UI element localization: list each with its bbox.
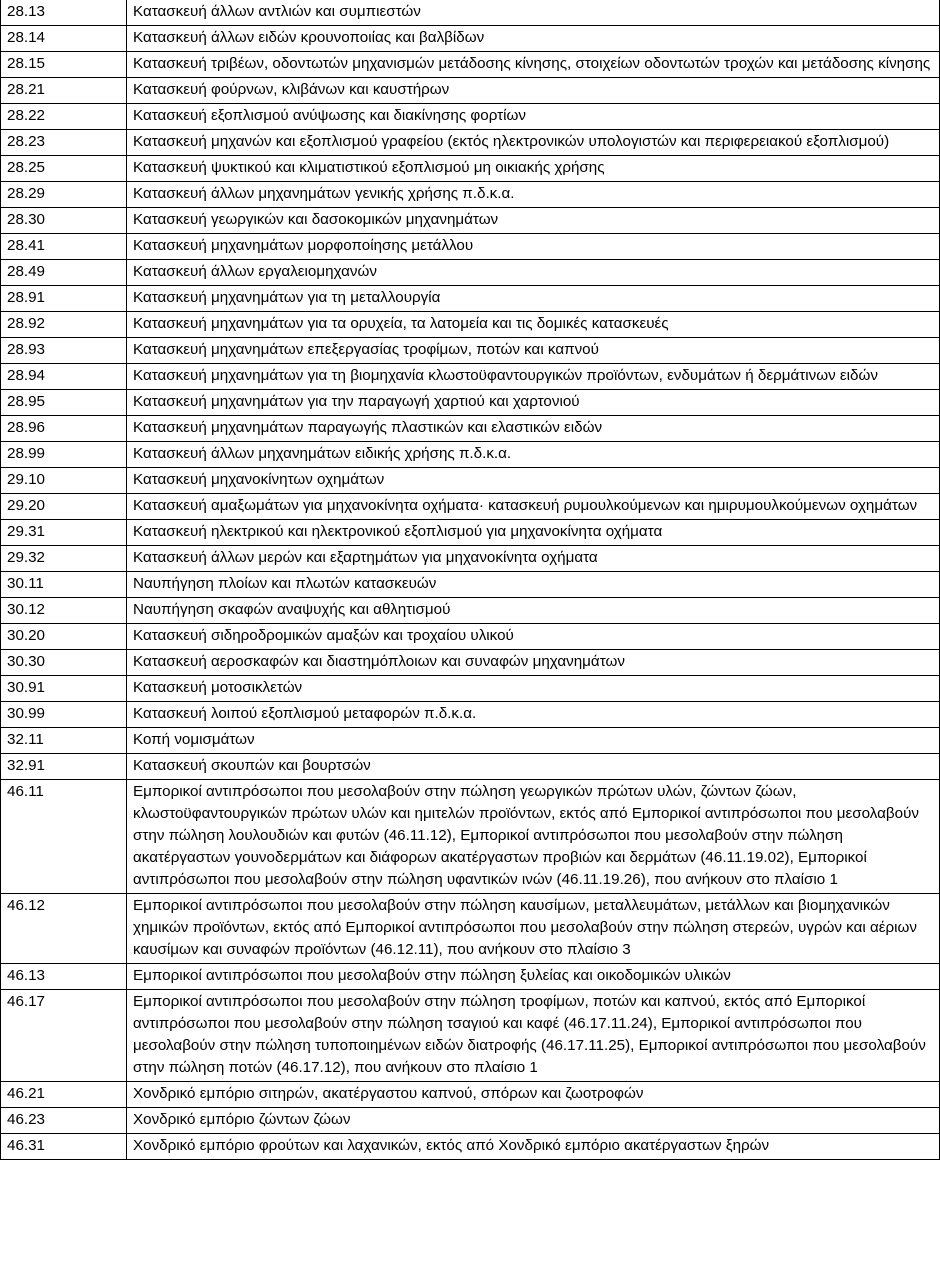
table-row — [1, 416, 940, 442]
activity-code-cell: 28.15 — [1, 52, 127, 78]
activity-description-cell: Εμπορικοί αντιπρόσωποι που μεσολαβούν στην πώληση καυσίμων, μεταλλευμάτων, μετάλλων και βιομηχανικών χημικών προϊόντων, εκτός από Εμπορικοί αντιπρόσωποι που μεσολαβούν στην πώληση στερεών, υγρών και αέριων καυσίμων και συναφών προϊόντων (46.12.11), που ανήκουν στο πλαίσιο 3 — [127, 894, 940, 964]
table-row — [1, 546, 940, 572]
activity-description-cell: Κατασκευή μηχανών και εξοπλισμού γραφείου (εκτός ηλεκτρονικών υπολογιστών και περιφερειακού εξοπλισμού) — [127, 130, 940, 156]
activity-code-cell: 28.92 — [1, 312, 127, 338]
activity-description-cell: Κατασκευή μηχανημάτων για τη μεταλλουργία — [127, 286, 940, 312]
table-row — [1, 964, 940, 990]
table-row — [1, 104, 940, 130]
activity-description-cell: Κατασκευή γεωργικών και δασοκομικών μηχανημάτων — [127, 208, 940, 234]
activity-code-cell: 28.91 — [1, 286, 127, 312]
activity-description-cell: Κατασκευή ηλεκτρικού και ηλεκτρονικού εξοπλισμού για μηχανοκίνητα οχήματα — [127, 520, 940, 546]
activity-description-cell: Κατασκευή ψυκτικού και κλιματιστικού εξοπλισμού μη οικιακής χρήσης — [127, 156, 940, 182]
activity-description-cell: Κοπή νομισμάτων — [127, 728, 940, 754]
activity-description-cell: Χονδρικό εμπόριο φρούτων και λαχανικών, εκτός από Χονδρικό εμπόριο ακατέργαστων ξηρών — [127, 1134, 940, 1160]
activity-code-cell: 30.99 — [1, 702, 127, 728]
activity-code-cell: 46.11 — [1, 780, 127, 894]
table-row — [1, 990, 940, 1082]
table-row — [1, 894, 940, 964]
activity-code-cell: 28.49 — [1, 260, 127, 286]
activity-code-cell: 29.10 — [1, 468, 127, 494]
table-row — [1, 572, 940, 598]
activity-code-cell: 28.13 — [1, 0, 127, 26]
activity-description-cell: Κατασκευή φούρνων, κλιβάνων και καυστήρων — [127, 78, 940, 104]
table-row — [1, 442, 940, 468]
activity-description-cell: Κατασκευή άλλων μηχανημάτων ειδικής χρήσης π.δ.κ.α. — [127, 442, 940, 468]
activity-code-cell: 28.96 — [1, 416, 127, 442]
activity-description-cell: Κατασκευή μηχανημάτων μορφοποίησης μετάλλου — [127, 234, 940, 260]
activity-code-cell: 30.12 — [1, 598, 127, 624]
table-row — [1, 494, 940, 520]
table-row — [1, 52, 940, 78]
activity-code-cell: 46.17 — [1, 990, 127, 1082]
table-row — [1, 234, 940, 260]
activity-code-cell: 28.22 — [1, 104, 127, 130]
activity-description-cell: Κατασκευή μηχανημάτων για τα ορυχεία, τα λατομεία και τις δομικές κατασκευές — [127, 312, 940, 338]
activity-code-cell: 30.91 — [1, 676, 127, 702]
activity-code-cell: 28.25 — [1, 156, 127, 182]
table-row — [1, 26, 940, 52]
table-row — [1, 390, 940, 416]
table-row — [1, 1082, 940, 1108]
activity-description-cell: Κατασκευή μηχανημάτων για την παραγωγή χαρτιού και χαρτονιού — [127, 390, 940, 416]
table-row — [1, 780, 940, 894]
activity-description-cell: Εμπορικοί αντιπρόσωποι που μεσολαβούν στην πώληση ξυλείας και οικοδομικών υλικών — [127, 964, 940, 990]
activity-description-cell: Κατασκευή άλλων μηχανημάτων γενικής χρήσης π.δ.κ.α. — [127, 182, 940, 208]
table-row — [1, 520, 940, 546]
activity-description-cell: Ναυπήγηση σκαφών αναψυχής και αθλητισμού — [127, 598, 940, 624]
activity-description-cell: Χονδρικό εμπόριο σιτηρών, ακατέργαστου καπνού, σπόρων και ζωοτροφών — [127, 1082, 940, 1108]
table-row — [1, 624, 940, 650]
table-row — [1, 1108, 940, 1134]
activity-code-cell: 29.20 — [1, 494, 127, 520]
activity-code-cell: 46.21 — [1, 1082, 127, 1108]
activity-description-cell: Κατασκευή άλλων μερών και εξαρτημάτων για μηχανοκίνητα οχήματα — [127, 546, 940, 572]
table-row — [1, 260, 940, 286]
activity-code-cell: 28.93 — [1, 338, 127, 364]
table-row — [1, 286, 940, 312]
activity-code-cell: 46.13 — [1, 964, 127, 990]
table-row — [1, 208, 940, 234]
activity-description-cell: Κατασκευή μηχανημάτων παραγωγής πλαστικών και ελαστικών ειδών — [127, 416, 940, 442]
table-row — [1, 156, 940, 182]
activity-description-cell: Κατασκευή μοτοσικλετών — [127, 676, 940, 702]
activity-code-cell: 28.99 — [1, 442, 127, 468]
table-row — [1, 1134, 940, 1160]
activity-description-cell: Κατασκευή μηχανημάτων επεξεργασίας τροφίμων, ποτών και καπνού — [127, 338, 940, 364]
activity-code-cell: 30.11 — [1, 572, 127, 598]
activity-code-cell: 30.20 — [1, 624, 127, 650]
activity-description-cell: Κατασκευή αεροσκαφών και διαστημόπλοιων και συναφών μηχανημάτων — [127, 650, 940, 676]
table-row — [1, 312, 940, 338]
activity-code-cell: 46.12 — [1, 894, 127, 964]
activity-description-cell: Κατασκευή μηχανημάτων για τη βιομηχανία κλωστοϋφαντουργικών προϊόντων, ενδυμάτων ή δερμάτινων ειδών — [127, 364, 940, 390]
activity-code-cell: 32.11 — [1, 728, 127, 754]
activity-code-cell: 46.31 — [1, 1134, 127, 1160]
activity-description-cell: Κατασκευή άλλων εργαλειομηχανών — [127, 260, 940, 286]
activity-description-cell: Κατασκευή λοιπού εξοπλισμού μεταφορών π.δ.κ.α. — [127, 702, 940, 728]
activity-code-cell: 29.32 — [1, 546, 127, 572]
table-row — [1, 78, 940, 104]
activity-code-cell: 28.94 — [1, 364, 127, 390]
activity-code-cell: 28.95 — [1, 390, 127, 416]
activity-description-cell: Κατασκευή εξοπλισμού ανύψωσης και διακίνησης φορτίων — [127, 104, 940, 130]
table-body — [1, 0, 940, 1160]
table-row — [1, 468, 940, 494]
activity-description-cell: Χονδρικό εμπόριο ζώντων ζώων — [127, 1108, 940, 1134]
table-row — [1, 728, 940, 754]
table-row — [1, 364, 940, 390]
activity-description-cell: Κατασκευή αμαξωμάτων για μηχανοκίνητα οχήματα· κατασκευή ρυμουλκούμενων και ημιρυμουλκούμενων οχημάτων — [127, 494, 940, 520]
activity-code-cell: 28.21 — [1, 78, 127, 104]
table-row — [1, 182, 940, 208]
activity-code-cell: 32.91 — [1, 754, 127, 780]
table-row — [1, 676, 940, 702]
table-row — [1, 338, 940, 364]
table-row — [1, 702, 940, 728]
activity-code-cell: 28.23 — [1, 130, 127, 156]
activity-code-cell: 28.41 — [1, 234, 127, 260]
activity-description-cell: Κατασκευή άλλων ειδών κρουνοποιίας και βαλβίδων — [127, 26, 940, 52]
table-row — [1, 0, 940, 26]
table-row — [1, 598, 940, 624]
activity-description-cell: Ναυπήγηση πλοίων και πλωτών κατασκευών — [127, 572, 940, 598]
activity-description-cell: Κατασκευή σκουπών και βουρτσών — [127, 754, 940, 780]
activity-code-cell: 28.14 — [1, 26, 127, 52]
activity-description-cell: Κατασκευή μηχανοκίνητων οχημάτων — [127, 468, 940, 494]
activity-code-cell: 30.30 — [1, 650, 127, 676]
activity-description-cell: Κατασκευή άλλων αντλιών και συμπιεστών — [127, 0, 940, 26]
activity-code-cell: 28.30 — [1, 208, 127, 234]
activity-description-cell: Εμπορικοί αντιπρόσωποι που μεσολαβούν στην πώληση τροφίμων, ποτών και καπνού, εκτός από Εμπορικοί αντιπρόσωποι που μεσολαβούν στην πώληση τσαγιού και καφέ (46.17.11.24), Εμπορικοί αντιπρόσωποι που μεσολαβούν στην πώληση τυποποιημένων ειδών διατροφής (46.17.11.25), Εμπορικοί αντιπρόσωποι που μεσολαβούν στην πώληση ποτών (46.17.12), που ανήκουν στο πλαίσιο 1 — [127, 990, 940, 1082]
table-row — [1, 650, 940, 676]
activity-code-cell: 46.23 — [1, 1108, 127, 1134]
activity-description-cell: Κατασκευή σιδηροδρομικών αμαξών και τροχαίου υλικού — [127, 624, 940, 650]
table-row — [1, 754, 940, 780]
activity-code-cell: 28.29 — [1, 182, 127, 208]
activity-code-cell: 29.31 — [1, 520, 127, 546]
table-row — [1, 130, 940, 156]
activity-description-cell: Εμπορικοί αντιπρόσωποι που μεσολαβούν στην πώληση γεωργικών πρώτων υλών, ζώντων ζώων, κλωστοϋφαντουργικών πρώτων υλών και ημιτελών προϊόντων, εκτός από Εμπορικοί αντιπρόσωποι που μεσολαβούν στην πώληση λουλουδιών και φυτών (46.11.12), Εμπορικοί αντιπρόσωποι που μεσολαβούν στην πώληση ακατέργαστων γουνοδερμάτων και διάφορων ακατέργαστων προβιών και δερμάτων (46.11.19.02), Εμπορικοί αντιπρόσωποι που μεσολαβούν στην πώληση υφαντικών ινών (46.11.19.26), που ανήκουν στο πλαίσιο 1 — [127, 780, 940, 894]
activity-description-cell: Κατασκευή τριβέων, οδοντωτών μηχανισμών μετάδοσης κίνησης, στοιχείων οδοντωτών τροχών και μετάδοσης κίνησης — [127, 52, 940, 78]
